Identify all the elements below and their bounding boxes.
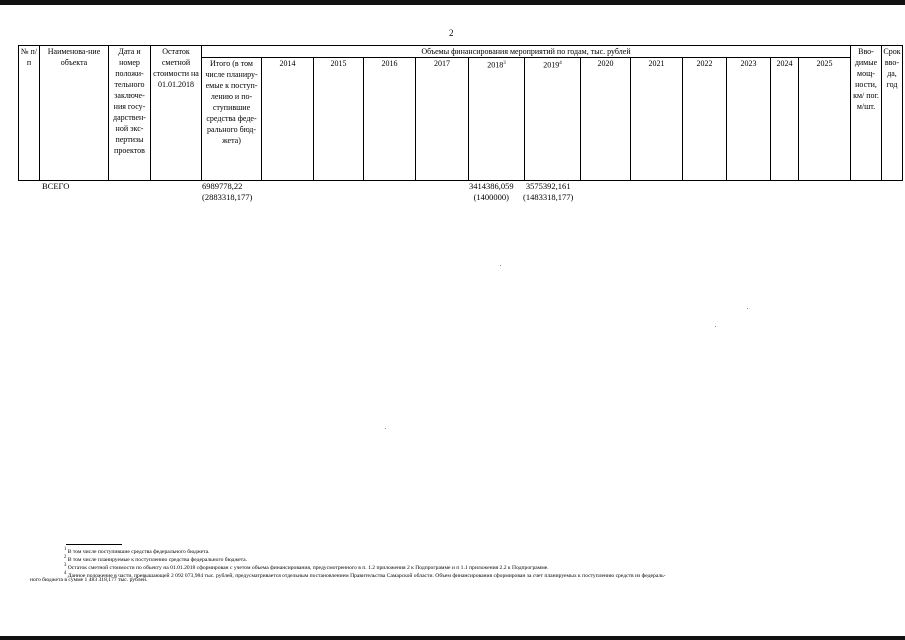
- total-amount: [202, 181, 252, 203]
- header-num: № п/п: [19, 46, 40, 181]
- header-year: 2018$^3$: [469, 58, 525, 181]
- top-border: [0, 0, 905, 5]
- y2018-amount: [469, 181, 514, 203]
- bottom-border: [0, 636, 905, 640]
- footnote-1: $^1$ В том числе поступившие средства федерального бюджета.: [64, 547, 210, 555]
- header-commission-term: Срок вво-да, год: [882, 46, 903, 181]
- header-year: 2025: [799, 58, 851, 181]
- footnote-ref: 3: [503, 61, 506, 66]
- y2019-amount: [523, 181, 573, 203]
- footnote-4: $^4$ Данное положение в части, превышающей 2 092 073,984 тыс. рублей, предусматривается отдельным постановлением Правительства Самарской области. Объем финансирования сформирован за счет планируемых к поступлению средств из федераль-: [64, 571, 666, 579]
- header-year: 2024: [771, 58, 799, 181]
- y2018-value: 3414386,059: [469, 181, 514, 191]
- footnote-ref: 4: [559, 61, 562, 66]
- y2019-federal: (1483318,177): [523, 192, 574, 202]
- header-year: 2015: [314, 58, 364, 181]
- footnote-4-continued: ного бюджета в сумме 1 483 318,177 тыс. рублей.: [30, 577, 148, 583]
- header-object-name: Наименова-ние объекта: [40, 46, 109, 181]
- total-federal: (2883318,177): [202, 192, 253, 202]
- header-year: 2019$^4$: [525, 58, 581, 181]
- header-year: 2014: [262, 58, 314, 181]
- total-label: ВСЕГО: [42, 181, 70, 191]
- y2019-value: 3575392,161: [525, 181, 571, 191]
- header-year: 2017: [416, 58, 469, 181]
- total-value: 6989778,22: [202, 181, 243, 191]
- page-number: 2: [449, 28, 454, 38]
- header-year: 2022: [683, 58, 727, 181]
- funding-table: [18, 45, 903, 181]
- header-remaining-cost: Остаток сметной стоимости на 01.01.2018: [151, 46, 202, 181]
- header-total: Итого (в том числе планиру-емые к поступ-лению и по-ступившие средства феде-рального бюд-жета): [202, 58, 262, 181]
- footnote-2: $^2$ В том числе планируемые к поступлению средства федерального бюджета.: [64, 555, 248, 563]
- header-year: 2020: [581, 58, 631, 181]
- header-expertise-date: Дата и номер положи-тельного заключе-ния госу-дарствен-ной экс-пертизы проектов: [109, 46, 151, 181]
- header-year: 2023: [727, 58, 771, 181]
- header-capacity: Вво-димые мощ-ности, км/ пог. м/шт.: [851, 46, 882, 181]
- y2018-federal: (1400000): [473, 192, 510, 202]
- header-funding-title: Объемы финансирования мероприятий по годам, тыс. рублей: [202, 46, 851, 58]
- footnote-3: $^3$ Остаток сметной стоимости по объекту на 01.01.2018 сформирован с учетом объема финансирования, предусмотренного в п. 1.2 приложения 2 к Подпрограмме и п 1.1 приложения 2.2 к Подпрограмме.: [64, 563, 549, 571]
- header-year: 2016: [364, 58, 416, 181]
- header-year: 2021: [631, 58, 683, 181]
- footnote-separator: [66, 544, 122, 545]
